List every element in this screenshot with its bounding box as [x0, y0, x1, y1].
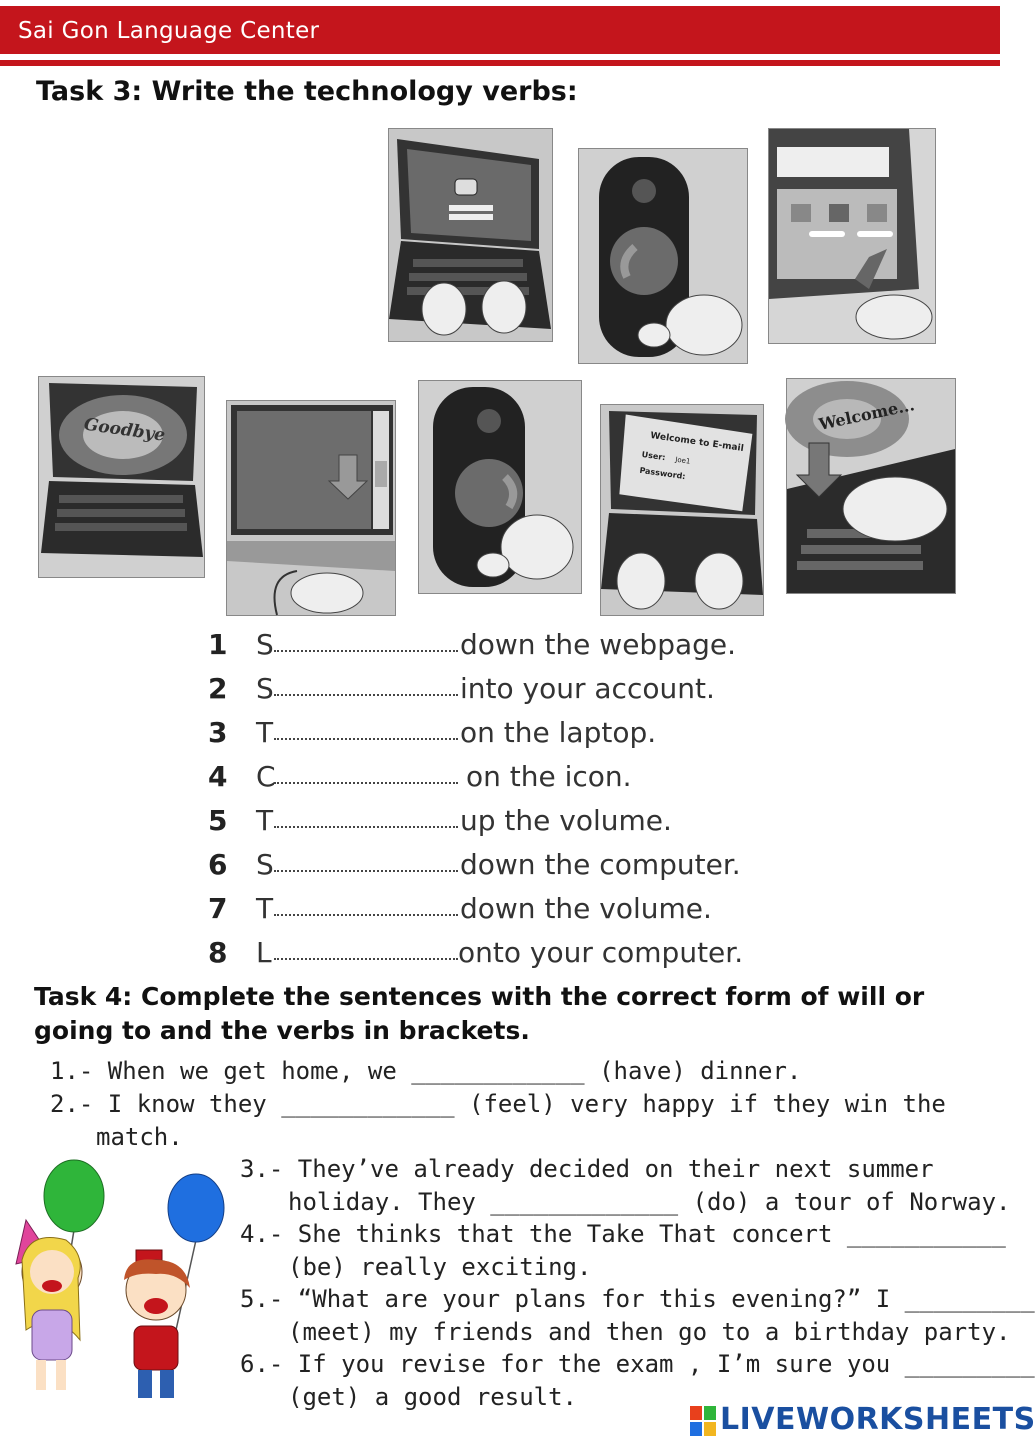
monitor-click-icon [769, 129, 935, 343]
sentence-4-line-1: 4.- She thinks that the Take That concert ___________ [240, 1220, 1006, 1248]
answer-blank[interactable] [274, 782, 458, 784]
green-balloon-icon [44, 1160, 104, 1232]
exercise-number: 3 [208, 716, 228, 749]
liveworksheets-logo-icon [690, 1406, 716, 1436]
email-user-label: User: [641, 449, 666, 463]
exercise-text: on the icon. [466, 760, 632, 793]
picture-volume-up [578, 148, 748, 364]
exercise-number: 2 [208, 672, 228, 705]
exercise-text: up the volume. [460, 804, 672, 837]
exercise-letter: C [256, 760, 276, 793]
scroll-screen-icon [227, 401, 395, 615]
picture-laptop-typing [388, 128, 553, 342]
sentence-2-line-2: match. [96, 1123, 183, 1151]
exercise-text: down the webpage. [460, 628, 737, 661]
sentence-5-line-2: (meet) my friends and then go to a birthday party. [288, 1318, 1011, 1346]
header-divider [0, 60, 1000, 66]
picture-scroll-down [226, 400, 396, 616]
answer-blank[interactable] [274, 694, 458, 696]
exercise-text: on the laptop. [460, 716, 657, 749]
email-user-value: Joe1 [674, 455, 691, 466]
laptop-email-icon [601, 405, 763, 615]
header-title: Sai Gon Language Center [18, 18, 320, 44]
picture-turn-on [786, 378, 956, 594]
exercise-text: down the computer. [460, 848, 741, 881]
exercise-number: 6 [208, 848, 228, 881]
goodbye-text: Goodbye [82, 414, 167, 446]
email-title: Welcome to E-mail [649, 430, 745, 454]
exercise-letter: L [256, 936, 272, 969]
laptop-typing-icon [389, 129, 552, 341]
exercise-text: onto your computer. [458, 936, 744, 969]
picture-log-in [600, 404, 764, 616]
exercise-letter: S [256, 672, 274, 705]
exercise-letter: S [256, 848, 274, 881]
answer-blank[interactable] [274, 650, 458, 652]
task3-title: Task 3: Write the technology verbs: [36, 76, 578, 107]
exercise-letter: S [256, 628, 274, 661]
sentence-4-line-2: (be) really exciting. [288, 1253, 592, 1281]
task4-title: Task 4: Complete the sentences with the correct form of will or going to and the verbs in brackets. [34, 982, 925, 1045]
email-password-label: Password: [638, 465, 687, 482]
picture-volume-down [418, 380, 582, 594]
exercise-number: 5 [208, 804, 228, 837]
exercise-text: into your account. [460, 672, 715, 705]
welcome-keyboard-icon [787, 379, 955, 593]
sentence-6-line-2: (get) a good result. [288, 1383, 577, 1411]
answer-blank[interactable] [274, 870, 458, 872]
sentence-6-line-1: 6.- If you revise for the exam , I’m sure you _________ [240, 1350, 1035, 1378]
exercise-number: 4 [208, 760, 228, 793]
kids-balloons-illustration [6, 1160, 234, 1410]
sentence-3-line-2: holiday. They _____________ (do) a tour of Norway. [288, 1188, 1011, 1216]
answer-blank[interactable] [274, 826, 458, 828]
exercise-letter: T [256, 716, 274, 749]
blue-balloon-icon [168, 1174, 224, 1242]
laptop-goodbye-icon [39, 377, 204, 577]
volume-knob-icon [419, 381, 581, 593]
welcome-text: Welcome... [817, 395, 917, 434]
header-bar [0, 6, 1000, 54]
sentence-5-line-1: 5.- “What are your plans for this evening?” I _________ [240, 1285, 1035, 1313]
volume-knob-icon [579, 149, 747, 363]
sentence-3-line-1: 3.- They’ve already decided on their next summer [240, 1155, 934, 1183]
picture-shut-down [38, 376, 205, 578]
exercise-letter: T [256, 804, 274, 837]
exercise-number: 7 [208, 892, 228, 925]
liveworksheets-logo [690, 1402, 1036, 1438]
answer-blank[interactable] [274, 738, 458, 740]
picture-click-icon [768, 128, 936, 344]
sentence-1-line-1: 1.- When we get home, we ____________ (have) dinner. [50, 1057, 802, 1085]
exercise-number: 1 [208, 628, 228, 661]
exercise-letter: T [256, 892, 274, 925]
exercise-number: 8 [208, 936, 228, 969]
exercise-text: down the volume. [460, 892, 712, 925]
logo-text: LIVEWORKSHEETS [720, 1402, 1036, 1437]
answer-blank[interactable] [274, 958, 458, 960]
sentence-2-line-1: 2.- I know they ____________ (feel) very happy if they win the [50, 1090, 946, 1118]
answer-blank[interactable] [274, 914, 458, 916]
